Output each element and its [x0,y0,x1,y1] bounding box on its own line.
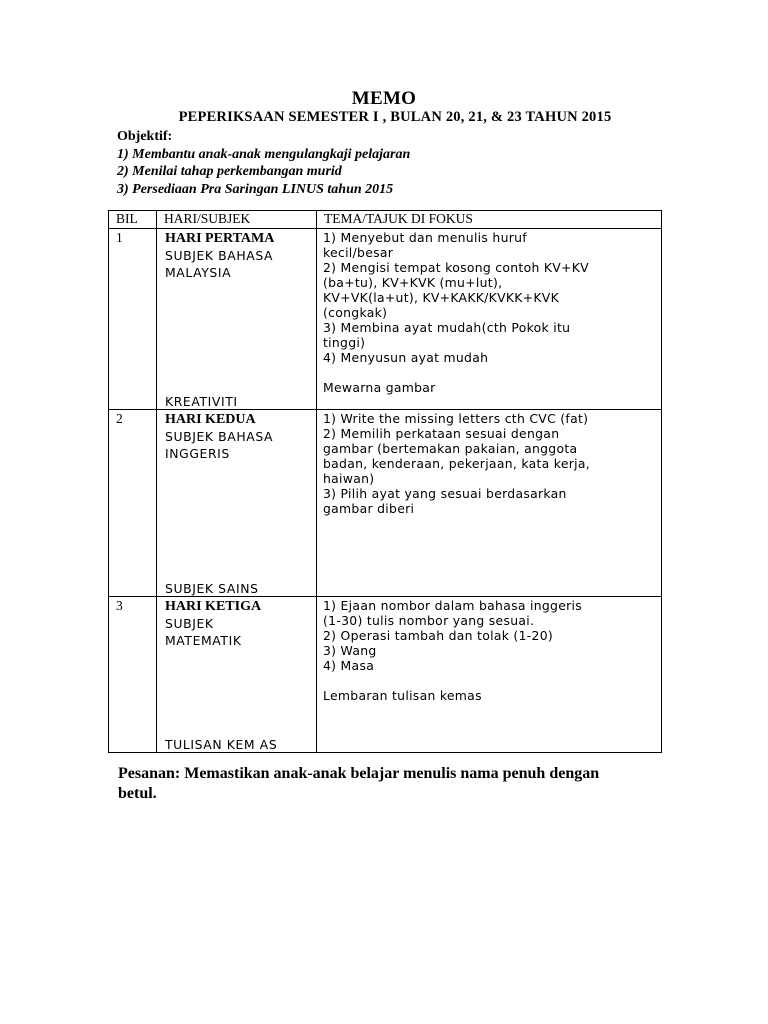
table-row [109,410,662,597]
tema-cell [317,410,662,597]
day-label: HARI KEDUA [165,412,256,427]
tema-spacer [323,365,657,380]
day-label: HARI PERTAMA [165,231,275,246]
extra-subject: SUBJEK SAINS [165,581,259,596]
tema-line: Lembaran tulisan kemas [323,688,482,703]
tema-line: 3) Pilih ayat yang sesuai berdasarkan [323,486,567,501]
table-row [109,597,662,753]
exam-schedule-table [108,210,662,753]
tema-line: haiwan) [323,471,375,486]
hari-subjek-cell [157,597,317,753]
hari-subjek-cell [157,229,317,410]
table-header-row [109,211,662,229]
header-hari-subjek: HARI/SUBJEK [157,211,317,229]
tema-line: 1) Menyebut dan menulis huruf [323,230,527,245]
tema-line: badan, kenderaan, pekerjaan, kata kerja, [323,456,591,471]
tema-line: 3) Membina ayat mudah(cth Pokok itu [323,320,571,335]
row-number: 2 [109,410,157,597]
subject-line: MATEMATIK [165,633,242,648]
extra-subject: KREATIVITI [165,394,238,409]
extra-subject: TULISAN KEM AS [165,737,278,752]
objective-item: 2) Menilai tahap perkembangan murid [117,164,342,179]
tema-line: 2) Mengisi tempat kosong contoh KV+KV [323,260,589,275]
tema-cell [317,229,662,410]
tema-line: Mewarna gambar [323,380,436,395]
row-number: 1 [109,229,157,410]
header-bil: BIL [109,211,157,229]
tema-line: (congkak) [323,305,388,320]
tema-line: 2) Memilih perkataan sesuai dengan [323,426,560,441]
tema-line: (ba+tu), KV+KVK (mu+lut), [323,275,503,290]
memo-title: MEMO [351,88,417,109]
hari-subjek-cell [157,410,317,597]
tema-cell [317,597,662,753]
tema-line: tinggi) [323,335,366,350]
objective-item: 3) Persediaan Pra Saringan LINUS tahun 2015 [117,181,394,197]
objective-item: 1) Membantu anak-anak mengulangkaji pelajaran [117,146,411,162]
subject-line: MALAYSIA [165,265,232,280]
tema-line: gambar (bertemakan pakaian, anggota [323,441,578,456]
memo-subtitle: PEPERIKSAAN SEMESTER I , BULAN 20, 21, & 23 TAHUN 2015 [178,109,612,125]
tema-line: 2) Operasi tambah dan tolak (1-20) [323,628,554,643]
tema-line: 3) Wang [323,643,377,658]
tema-line: 1) Ejaan nombor dalam bahasa inggeris [323,598,583,613]
subject-line: SUBJEK BAHASA [165,429,274,444]
subject-line: INGGERIS [165,446,230,461]
tema-line: KV+VK(la+ut), KV+KAKK/KVKK+KVK [323,290,560,305]
tema-spacer [323,673,657,688]
pesanan-note: Pesanan: Memastikan anak-anak belajar menulis nama penuh dengan betul. [118,765,600,802]
subject-line: SUBJEK [165,616,214,631]
tema-line: gambar diberi [323,501,415,516]
tema-line: 1) Write the missing letters cth CVC (fat) [323,411,589,426]
tema-line: 4) Menyusun ayat mudah [323,350,489,365]
day-label: HARI KETIGA [165,599,262,614]
objectives-label: Objektif: [117,129,173,144]
subject-line: SUBJEK BAHASA [165,248,274,263]
tema-line: kecil/besar [323,245,394,260]
objectives-section [117,128,410,198]
tema-line: (1-30) tulis nombor yang sesuai. [323,613,535,628]
tema-line: 4) Masa [323,658,375,673]
table-row [109,229,662,410]
row-number: 3 [109,597,157,753]
header-tema: TEMA/TAJUK DI FOKUS [317,211,662,229]
